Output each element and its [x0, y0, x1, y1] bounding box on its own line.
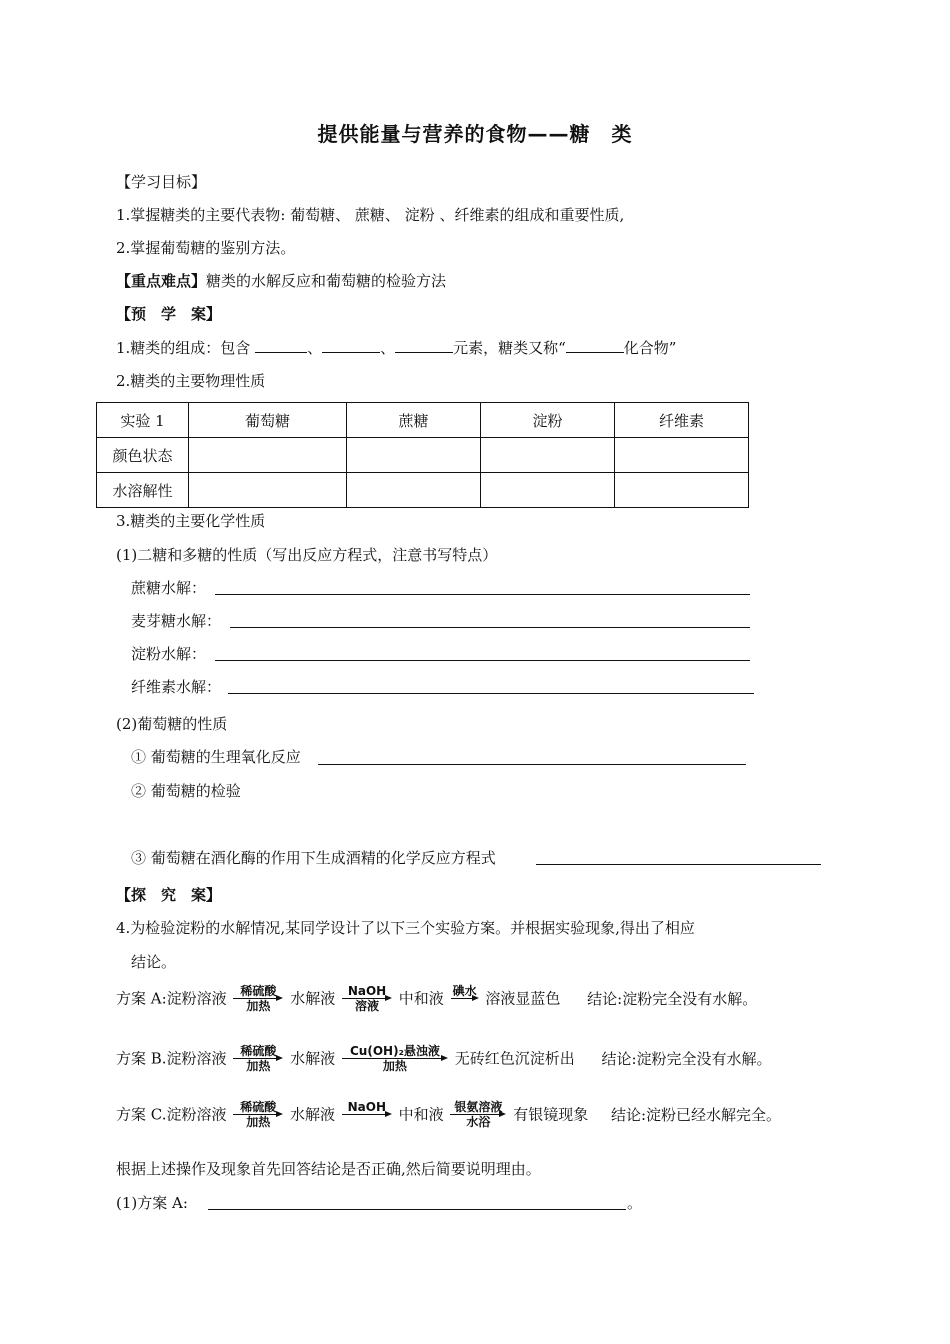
glucose-test-label: ② 葡萄糖的检验 [131, 782, 241, 800]
arrow-top-label: NaOH [347, 984, 387, 998]
key-points-text: 糖类的水解反应和葡萄糖的检验方法 [206, 272, 447, 290]
glucose-fermentation-answer-line[interactable] [536, 864, 821, 865]
scheme-conclusion: 结论:淀粉完全没有水解。 [601, 1049, 772, 1068]
q1-suffix: 化合物” [623, 339, 677, 357]
physical-properties-table [96, 402, 749, 508]
page-title: 提供能量与营养的食物——糖 类 [317, 122, 633, 146]
q1-blank-4[interactable] [566, 338, 624, 353]
question-3: 3.糖类的主要化学性质 [116, 512, 266, 530]
instruction: 根据上述操作及现象首先回答结论是否正确,然后简要说明理由。 [116, 1160, 541, 1178]
table-header-row [97, 403, 749, 438]
goals-heading: 【学习目标】 [116, 173, 207, 191]
scheme-result: 有银镜现象 [513, 1105, 589, 1124]
scheme-label: 方案 C.淀粉溶液 [116, 1105, 227, 1124]
arrow-bottom-label: 加热 [246, 999, 271, 1013]
arrow-bottom-label: 加热 [246, 1059, 271, 1073]
table-cell[interactable] [481, 438, 615, 473]
reaction-arrow [233, 984, 283, 1013]
table-cell[interactable] [615, 473, 749, 508]
scheme-intermediate: 水解液 [290, 1105, 336, 1124]
table-header-cell: 纤维素 [615, 403, 749, 438]
scheme-label: 方案 B.淀粉溶液 [116, 1049, 227, 1068]
question-4-line-2: 结论。 [131, 953, 177, 971]
arrow-icon [451, 998, 473, 999]
arrow-top-label: 稀硫酸 [240, 1044, 277, 1058]
arrow-bottom-label [451, 999, 479, 1013]
hydrolysis-maltose-label: 麦芽糖水解： [131, 612, 222, 630]
question-2: 2.糖类的主要物理性质 [116, 372, 266, 390]
scheme-b [116, 1044, 772, 1073]
explore-heading: 【探 究 案】 [116, 886, 222, 904]
scheme-intermediate: 水解液 [290, 989, 336, 1008]
glucose-fermentation-label: ③ 葡萄糖在酒化酶的作用下生成酒精的化学反应方程式 [131, 849, 496, 867]
hydrolysis-starch-label: 淀粉水解： [131, 645, 207, 663]
goal-item-2: 2.掌握葡萄糖的鉴别方法。 [116, 239, 296, 257]
arrow-top-label: Cu(OH)₂悬浊液 [350, 1044, 440, 1058]
hydrolysis-sucrose-label: 蔗糖水解： [131, 579, 207, 597]
answer-a-line[interactable] [208, 1209, 626, 1210]
table-header-cell: 葡萄糖 [189, 403, 347, 438]
table-row-label: 水溶解性 [97, 473, 189, 508]
table-row [97, 438, 749, 473]
table-cell[interactable] [481, 473, 615, 508]
glucose-oxidation-answer-line[interactable] [318, 764, 746, 765]
arrow-top-label: 稀硫酸 [240, 984, 277, 998]
arrow-icon [342, 1058, 442, 1059]
arrow-icon [342, 1114, 386, 1115]
q1-blank-1[interactable] [255, 338, 307, 353]
reaction-arrow [233, 1100, 283, 1129]
scheme-intermediate: 水解液 [290, 1049, 336, 1068]
hydrolysis-cellulose-label: 纤维素水解： [131, 678, 222, 696]
arrow-top-label: 碘水 [452, 984, 477, 998]
arrow-bottom-label: 水浴 [466, 1115, 491, 1129]
arrow-bottom-label: 加热 [246, 1115, 271, 1129]
arrow-bottom-label: 加热 [382, 1059, 407, 1073]
q1-prefix: 1.糖类的组成：包含 [116, 339, 256, 357]
glucose-oxidation-label: ① 葡萄糖的生理氧化反应 [131, 748, 301, 766]
question-1 [116, 338, 676, 358]
arrow-top-label: NaOH [347, 1100, 387, 1114]
arrow-icon [233, 1058, 277, 1059]
reaction-arrow [342, 984, 392, 1013]
table-cell[interactable] [347, 438, 481, 473]
answer-a-label: (1)方案 A: [116, 1194, 188, 1212]
scheme-intermediate: 中和液 [398, 989, 444, 1008]
table-row [97, 473, 749, 508]
reaction-arrow [342, 1044, 448, 1073]
hydrolysis-starch-answer-line[interactable] [215, 660, 750, 661]
hydrolysis-maltose-answer-line[interactable] [230, 627, 750, 628]
q1-middle: 元素，糖类又称“ [453, 339, 566, 357]
reaction-arrow [451, 984, 479, 1013]
key-points [116, 271, 446, 291]
arrow-icon [342, 998, 386, 999]
hydrolysis-sucrose-answer-line[interactable] [215, 594, 750, 595]
reaction-arrow [342, 1100, 392, 1129]
reaction-arrow [450, 1100, 506, 1129]
scheme-a [116, 984, 757, 1013]
arrow-bottom-label: 溶液 [355, 999, 380, 1013]
table-cell[interactable] [615, 438, 749, 473]
reaction-arrow [233, 1044, 283, 1073]
key-points-label: 【重点难点】 [116, 272, 207, 290]
table-header-cell: 蔗糖 [347, 403, 481, 438]
arrow-top-label: 银氨溶液 [454, 1100, 503, 1114]
scheme-label: 方案 A:淀粉溶液 [116, 989, 227, 1008]
arrow-bottom-label [342, 1115, 392, 1129]
arrow-icon [233, 998, 277, 999]
scheme-intermediate: 中和液 [398, 1105, 444, 1124]
preview-heading: 【预 学 案】 [116, 305, 222, 323]
table-header-cell: 实验 1 [97, 403, 189, 438]
arrow-icon [450, 1114, 500, 1115]
table-cell[interactable] [347, 473, 481, 508]
table-row-label: 颜色状态 [97, 438, 189, 473]
hydrolysis-cellulose-answer-line[interactable] [228, 693, 754, 694]
q1-blank-2[interactable] [322, 338, 380, 353]
question-3-2: (2)葡萄糖的性质 [116, 715, 228, 733]
table-cell[interactable] [189, 438, 347, 473]
scheme-result: 无砖红色沉淀析出 [454, 1049, 575, 1068]
q1-sep-2: 、 [380, 339, 396, 357]
table-header-cell: 淀粉 [481, 403, 615, 438]
question-3-1: (1)二糖和多糖的性质（写出反应方程式，注意书写特点） [116, 546, 498, 564]
scheme-conclusion: 结论:淀粉完全没有水解。 [587, 989, 758, 1008]
arrow-icon [233, 1114, 277, 1115]
q1-sep-1: 、 [307, 339, 323, 357]
scheme-conclusion: 结论:淀粉已经水解完全。 [611, 1105, 782, 1124]
goal-item-1: 1.掌握糖类的主要代表物: 葡萄糖、 蔗糖、 淀粉 、纤维素的组成和重要性质, [116, 206, 625, 224]
answer-a-end: 。 [627, 1194, 643, 1212]
arrow-top-label: 稀硫酸 [240, 1100, 277, 1114]
table-cell[interactable] [189, 473, 347, 508]
scheme-c [116, 1100, 781, 1129]
question-4-line-1: 4.为检验淀粉的水解情况,某同学设计了以下三个实验方案。并根据实验现象,得出了相应 [116, 919, 695, 937]
q1-blank-3[interactable] [395, 338, 453, 353]
scheme-result: 溶液显蓝色 [485, 989, 561, 1008]
